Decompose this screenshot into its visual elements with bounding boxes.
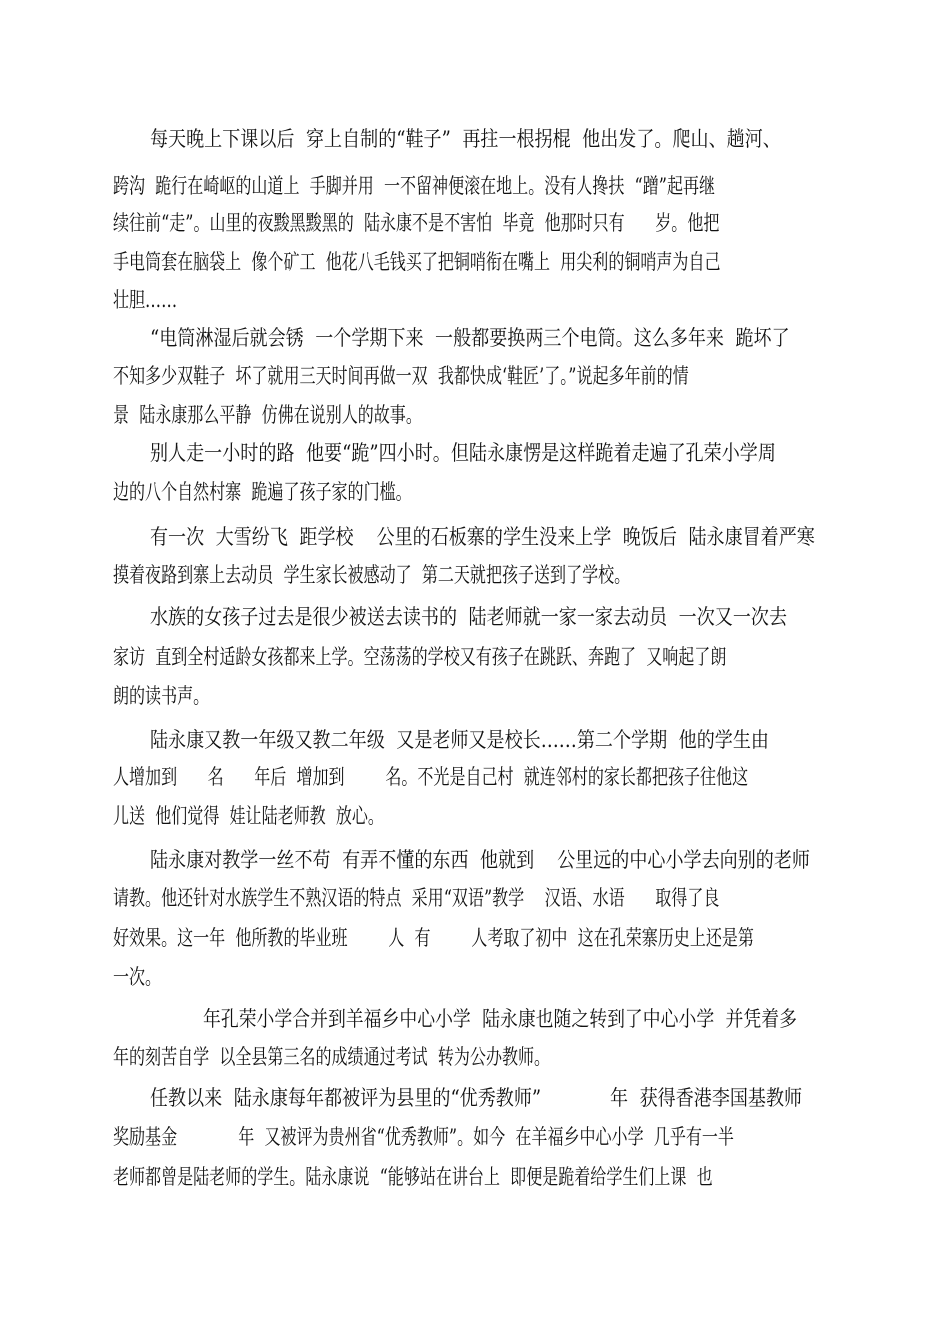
text-line: 任教以来 陆永康每年都被评为县里的“优秀教师” 年 获得香港李国基教师 [150,1086,803,1110]
text-line: 手电筒套在脑袋上 像个矿工 他花八毛钱买了把铜哨衔在嘴上 用尖利的铜哨声为自己 [113,250,721,274]
text-line: 摸着夜路到寨上去动员 学生家长被感动了 第二天就把孩子送到了学校。 [113,563,631,587]
text-line: 每天晚上下课以后 穿上自制的“鞋子” 再拄一根拐棍 他出发了。爬山、趟河、 [150,127,781,151]
text-line: “电筒淋湿后就会锈 一个学期下来 一般都要换两三个电筒。这么多年来 跪坏了 [150,326,790,350]
text-line: 朗的读书声。 [113,684,210,708]
text-line: 老师都曾是陆老师的学生。陆永康说 “能够站在讲台上 即便是跪着给学生们上课 也 [113,1165,713,1189]
text-line: 奖励基金 年 又被评为贵州省“优秀教师”。如今 在羊福乡中心小学 几乎有一半 [113,1125,734,1149]
text-line: 一次。 [113,965,162,989]
text-line: 陆永康又教一年级又教二年级 又是老师又是校长……第二个学期 他的学生由 [150,728,769,752]
text-line: 好效果。这一年 他所教的毕业班 人 有 人考取了初中 这在孔荣寨历史上还是第 [113,926,754,950]
text-line: 家访 直到全村适龄女孩都来上学。空荡荡的学校又有孩子在跳跃、奔跑了 又响起了朗 [113,645,727,669]
text-line: 人增加到 名 年后 增加到 名。不光是自己村 就连邻村的家长都把孩子往他这 [113,765,749,789]
text-line: 陆永康对教学一丝不苟 有弄不懂的东西 他就到 公里远的中心小学去向别的老师 [150,848,810,872]
text-line: 儿送 他们觉得 娃让陆老师教 放心。 [113,804,384,828]
text-line: 跨沟 跪行在崎岖的山道上 手脚并用 一不留神便滚在地上。没有人搀扶 “蹭”起再继 [113,174,716,198]
text-line: 请教。他还针对水族学生不熟汉语的特点 采用“双语”教学 汉语、水语 取得了良 [113,886,720,910]
text-line: 不知多少双鞋子 坏了就用三天时间再做一双 我都快成‘鞋匠’了。”说起多年前的情 [113,364,689,388]
text-line: 有一次 大雪纷飞 距学校 公里的石板寨的学生没来上学 晚饭后 陆永康冒着严寒 [150,525,815,549]
text-line: 边的八个自然村寨 跪遍了孩子家的门槛。 [113,480,412,504]
text-line: 年孔荣小学合并到羊福乡中心小学 陆永康也随之转到了中心小学 并凭着多 [203,1007,797,1031]
text-line: 水族的女孩子过去是很少被送去读书的 陆老师就一家一家去动员 一次又一次去 [150,605,788,629]
text-line: 壮胆…… [113,288,178,312]
text-line: 续往前“走”。山里的夜黢黑黢黑的 陆永康不是不害怕 毕竟 他那时只有 岁。他把 [113,211,720,235]
text-line: 别人走一小时的路 他要“跪”四小时。但陆永康愣是这样跪着走遍了孔荣小学周 [150,441,776,465]
text-line: 年的刻苦自学 以全县第三名的成绩通过考试 转为公办教师。 [113,1045,551,1069]
text-line: 景 陆永康那么平静 仿佛在说别人的故事。 [113,403,422,427]
